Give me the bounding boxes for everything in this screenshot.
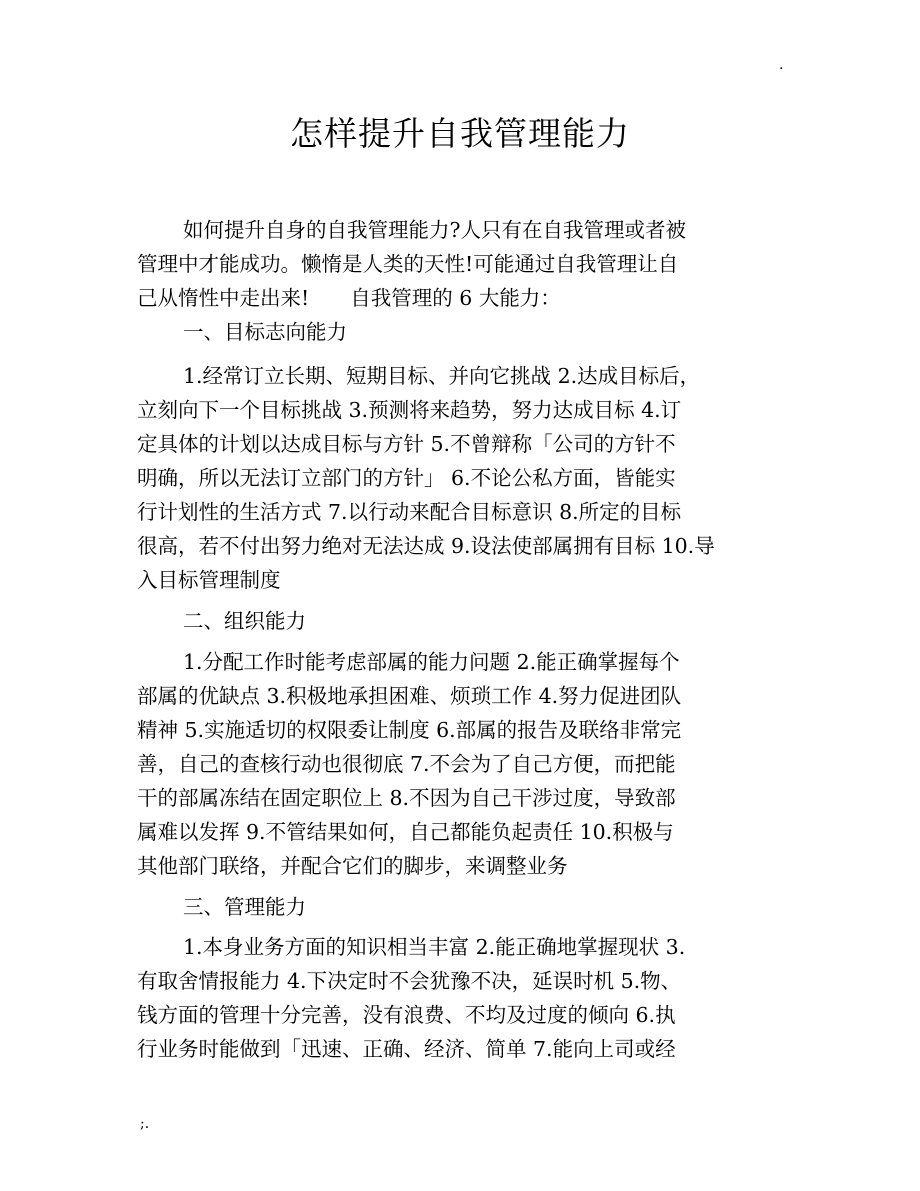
document-title: 怎样提升自我管理能力: [290, 114, 630, 153]
paragraph-line: 管理中才能成功。懒惰是人类的天性!可能通过自我管理让自: [137, 252, 679, 276]
section-heading: 三、管理能力: [183, 895, 306, 919]
paragraph-line: 有取舍情报能力 4.下决定时不会犹豫不决，延误时机 5.物、: [137, 969, 682, 993]
page-corner-mark: .: [779, 57, 784, 73]
paragraph-line: 1.本身业务方面的知识相当丰富 2.能正确地掌握现状 3.: [183, 935, 686, 959]
page-footer-mark: ;.: [140, 1116, 150, 1132]
section-heading: 一、目标志向能力: [183, 320, 347, 344]
paragraph-line: 入目标管理制度: [137, 568, 281, 592]
paragraph-line: 立刻向下一个目标挑战 3.预测将来趋势，努力达成目标 4.订: [137, 398, 682, 422]
paragraph-line: 行计划性的生活方式 7.以行动来配合目标意识 8.所定的目标: [137, 500, 682, 524]
paragraph-line: 1.经常订立长期、短期目标、并向它挑战 2.达成目标后，: [183, 364, 701, 388]
paragraph-line: 己从惰性中走出来! 自我管理的 6 大能力：: [137, 286, 561, 310]
paragraph-line: 干的部属冻结在固定职位上 8.不因为自己干涉过度，导致部: [137, 786, 676, 810]
paragraph-line: 精神 5.实施适切的权限委让制度 6.部属的报告及联络非常完: [137, 718, 682, 742]
paragraph-line: 明确，所以无法订立部门的方针」 6.不论公私方面，皆能实: [137, 466, 676, 490]
paragraph-line: 部属的优缺点 3.积极地承担困难、烦琐工作 4.努力促进团队: [137, 684, 682, 708]
paragraph-line: 如何提升自身的自我管理能力?人只有在自我管理或者被: [183, 218, 686, 242]
paragraph-line: 善，自己的查核行动也很彻底 7.不会为了自己方便，而把能: [137, 752, 676, 776]
paragraph-line: 行业务时能做到「迅速、正确、经济、简单 7.能向上司或经: [137, 1037, 676, 1061]
paragraph-line: 定具体的计划以达成目标与方针 5.不曾辩称「公司的方针不: [137, 432, 676, 456]
paragraph-line: 属难以发挥 9.不管结果如何，自己都能负起责任 10.积极与: [137, 820, 674, 844]
paragraph-line: 钱方面的管理十分完善，没有浪费、不均及过度的倾向 6.执: [137, 1003, 676, 1027]
section-heading: 二、组织能力: [183, 609, 306, 633]
paragraph-line: 其他部门联络，并配合它们的脚步，来调整业务: [137, 854, 568, 878]
paragraph-line: 1.分配工作时能考虑部属的能力问题 2.能正确掌握每个: [183, 650, 680, 674]
paragraph-line: 很高，若不付出努力绝对无法达成 9.设法使部属拥有目标 10.导: [137, 534, 715, 558]
